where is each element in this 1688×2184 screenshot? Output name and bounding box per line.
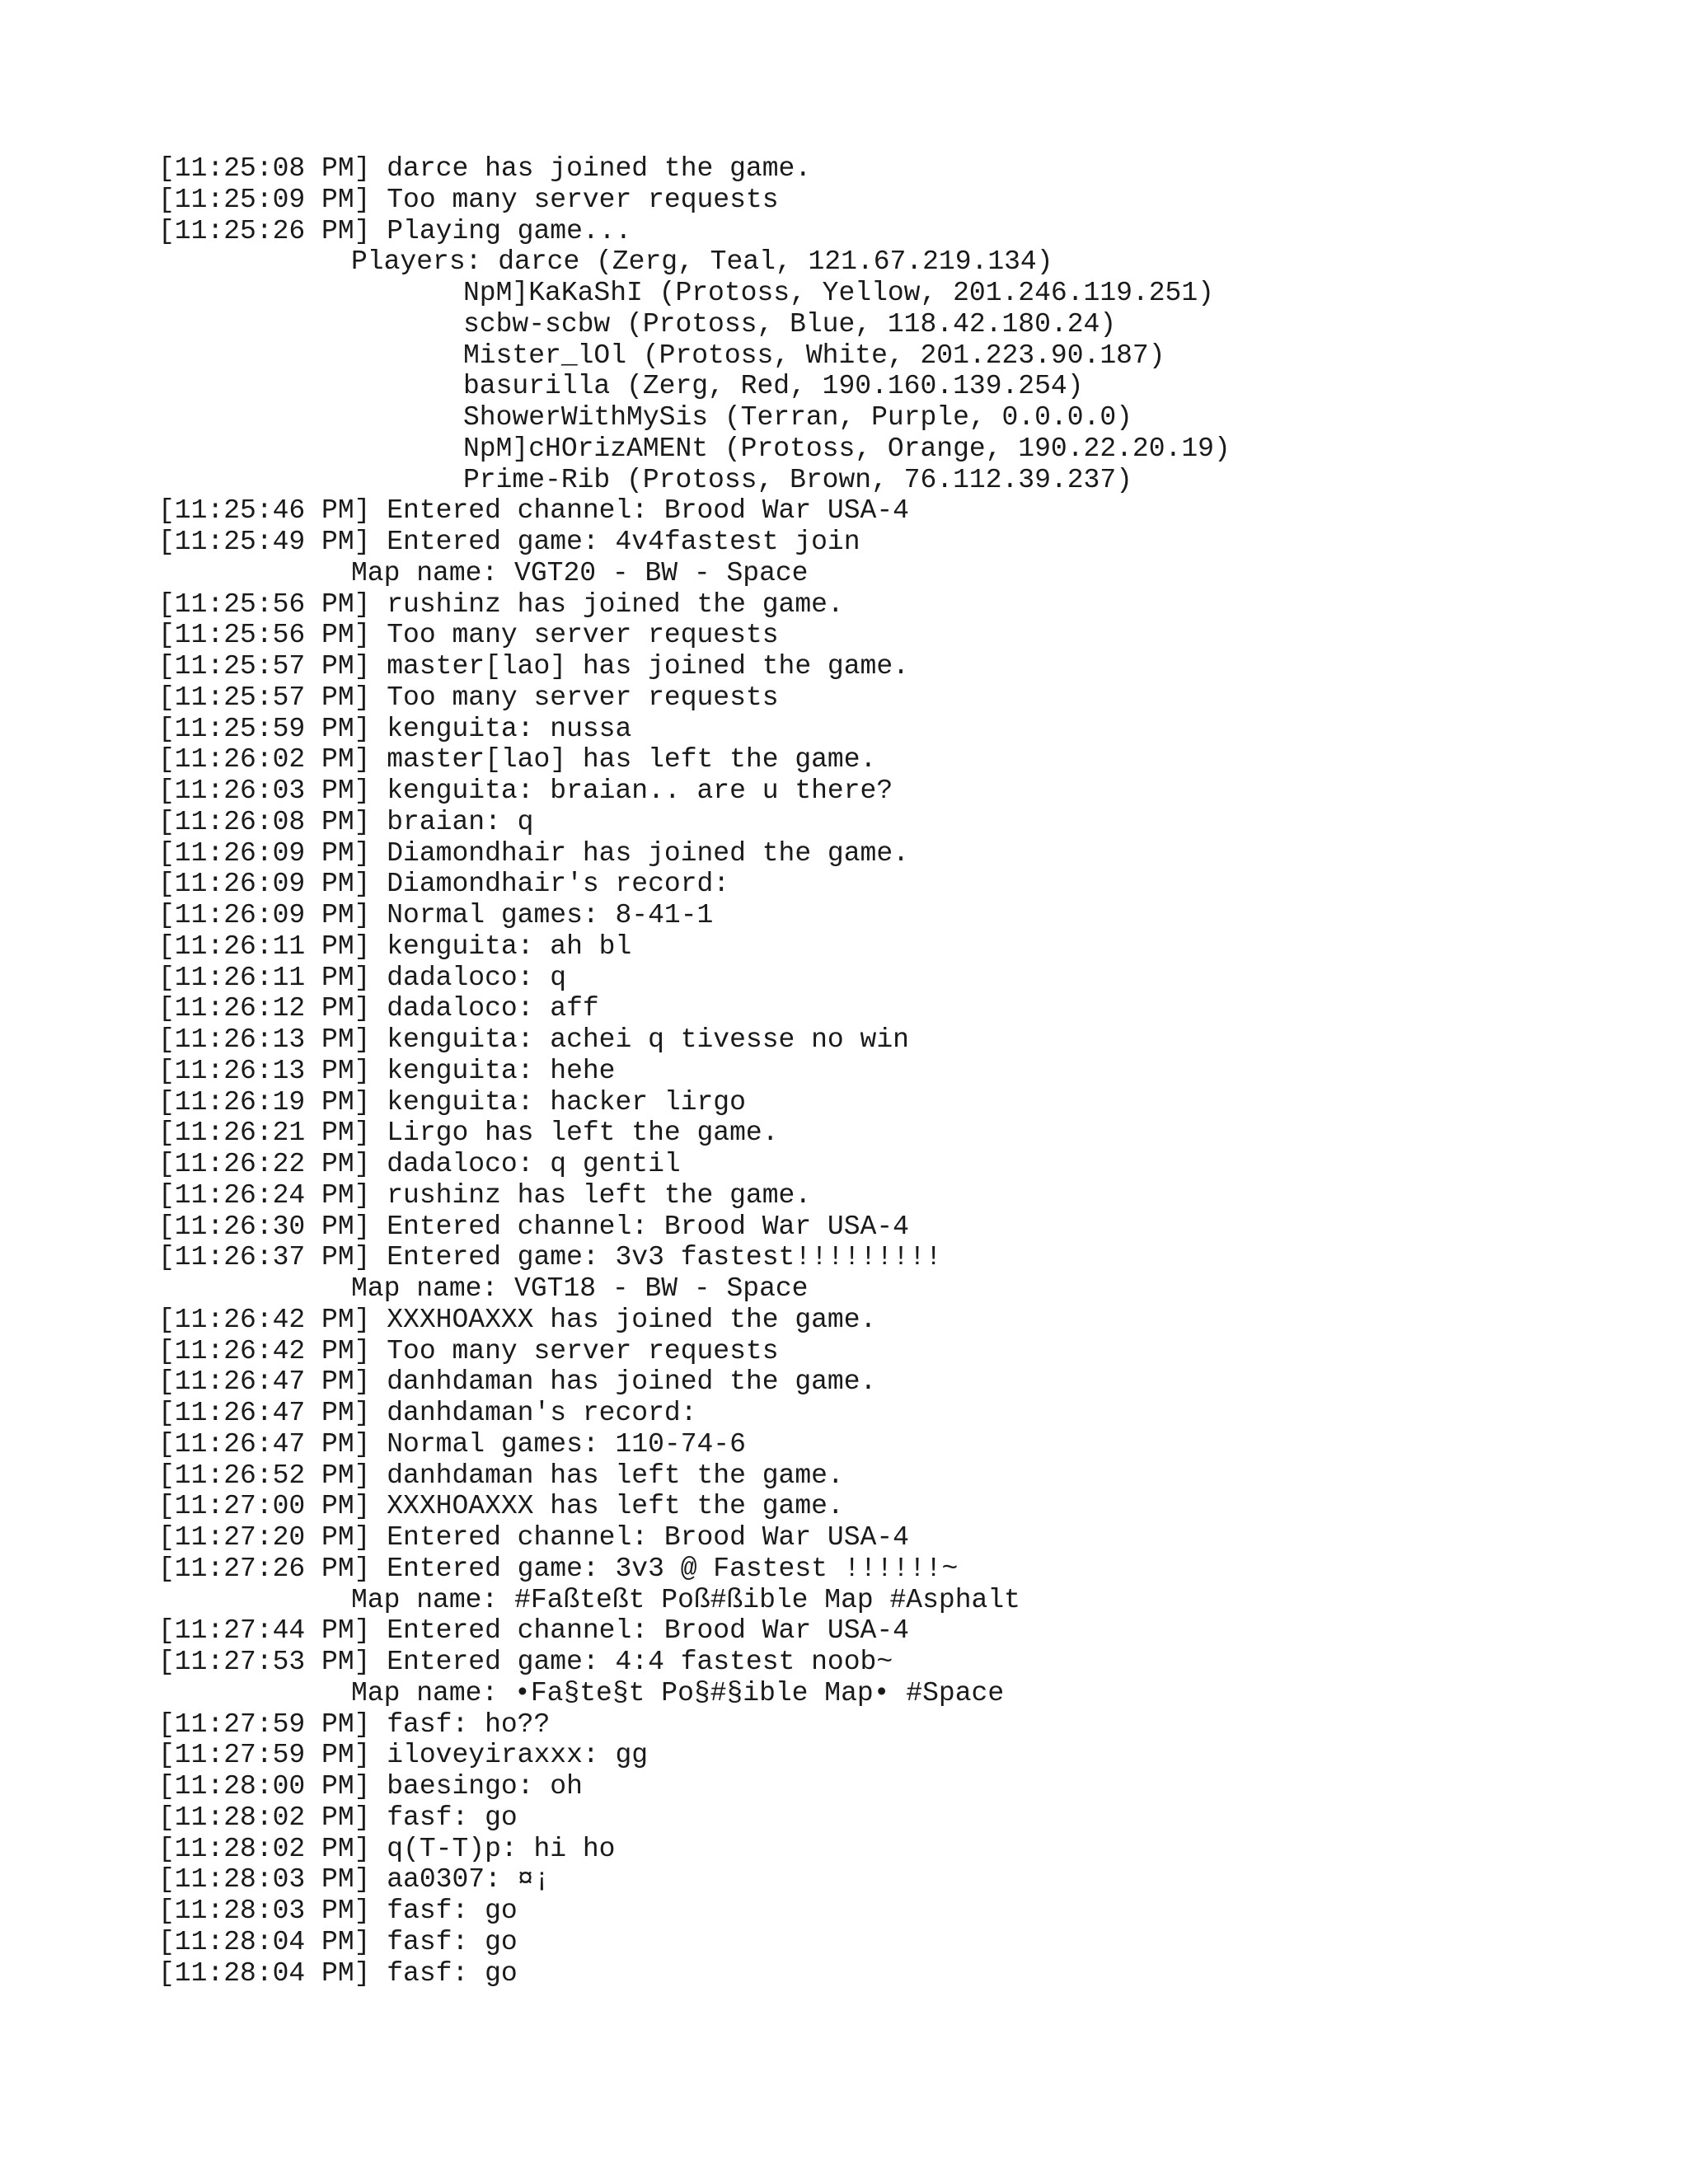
log-line: [11:26:11 PM] dadaloco: q [158,962,567,993]
log-line: [11:26:47 PM] danhdaman has joined the game. [158,1366,877,1398]
log-line: [11:28:03 PM] fasf: go [158,1896,518,1926]
log-line: [11:27:53 PM] Entered game: 4:4 fastest noob~ [158,1647,893,1677]
log-line: [11:26:03 PM] kenguita: braian.. are u there? [158,776,893,806]
log-line: [11:28:04 PM] fasf: go [158,1957,518,1989]
log-line: [11:26:11 PM] kenguita: ah bl [158,930,632,962]
log-line: [11:28:00 PM] baesingo: oh [158,1771,583,1802]
log-line: [11:27:59 PM] iloveyiraxxx: gg [158,1740,649,1771]
log-line: [11:25:09 PM] Too many server requests [158,184,779,215]
log-line: [11:26:42 PM] XXXHOAXXX has joined the game. [158,1304,877,1335]
log-line: [11:26:42 PM] Too many server requests [158,1335,779,1366]
log-line: [11:26:47 PM] danhdaman's record: [158,1398,697,1428]
log-line: [11:26:13 PM] kenguita: hehe [158,1055,616,1086]
log-line: [11:25:08 PM] darce has joined the game. [158,153,812,184]
log-line: Map name: •Fa§te§t Po§#§ible Map• #Space [351,1677,1005,1708]
log-line: [11:27:44 PM] Entered channel: Brood War USA-4 [158,1615,909,1647]
log-line: ShowerWithMySis (Terran, Purple, 0.0.0.0) [463,402,1132,433]
log-line: [11:26:24 PM] rushinz has left the game. [158,1179,812,1211]
log-line: [11:26:30 PM] Entered channel: Brood War USA-4 [158,1211,909,1242]
log-line: [11:26:09 PM] Diamondhair has joined the game. [158,837,909,869]
log-line: [11:26:02 PM] master[lao] has left the game. [158,744,877,776]
log-line: [11:27:20 PM] Entered channel: Brood War USA-4 [158,1522,909,1553]
log-line: [11:25:49 PM] Entered game: 4v4fastest join [158,527,860,557]
log-line: [11:28:04 PM] fasf: go [158,1926,518,1957]
log-line: Players: darce (Zerg, Teal, 121.67.219.134) [351,246,1053,278]
log-line: Map name: VGT20 - BW - Space [351,557,809,588]
log-line: [11:26:37 PM] Entered game: 3v3 fastest!!!!!!!!! [158,1242,942,1273]
log-line: [11:28:02 PM] fasf: go [158,1802,518,1833]
log-line: [11:26:08 PM] braian: q [158,806,534,837]
log-line: Prime-Rib (Protoss, Brown, 76.112.39.237) [463,464,1132,495]
log-line: [11:25:56 PM] Too many server requests [158,620,779,651]
log-line: [11:26:52 PM] danhdaman has left the game. [158,1460,844,1491]
log-line: Map name: VGT18 - BW - Space [351,1273,809,1304]
log-line: [11:26:19 PM] kenguita: hacker lirgo [158,1086,746,1118]
log-line: [11:27:26 PM] Entered game: 3v3 @ Fastest !!!!!!~ [158,1553,959,1584]
log-line: [11:25:56 PM] rushinz has joined the game. [158,588,844,620]
log-line: [11:25:46 PM] Entered channel: Brood War USA-4 [158,495,909,527]
log-line: [11:26:21 PM] Lirgo has left the game. [158,1118,779,1149]
log-line: NpM]KaKaShI (Protoss, Yellow, 201.246.119.251) [463,278,1214,308]
log-line: Mister_lOl (Protoss, White, 201.223.90.187) [463,340,1165,371]
log-line: [11:26:12 PM] dadaloco: aff [158,993,599,1024]
log-line: scbw-scbw (Protoss, Blue, 118.42.180.24) [463,308,1117,340]
log-line: [11:25:59 PM] kenguita: nussa [158,713,632,744]
log-line: [11:28:03 PM] aa0307: ¤¡ [158,1864,551,1896]
log-line: NpM]cHOrizAMENt (Protoss, Orange, 190.22.20.19) [463,433,1231,464]
log-line: [11:26:22 PM] dadaloco: q gentil [158,1149,681,1179]
chat-log [158,153,1231,1989]
log-line: [11:26:09 PM] Normal games: 8-41-1 [158,900,714,930]
log-line: [11:27:00 PM] XXXHOAXXX has left the game. [158,1491,844,1522]
log-line: [11:25:57 PM] master[lao] has joined the game. [158,651,909,682]
log-line: [11:25:57 PM] Too many server requests [158,682,779,713]
log-line: [11:26:13 PM] kenguita: achei q tivesse no win [158,1024,909,1055]
log-line: [11:26:47 PM] Normal games: 110-74-6 [158,1428,746,1460]
log-line: basurilla (Zerg, Red, 190.160.139.254) [463,371,1084,402]
log-line: Map name: #Faßteßt Poß#ßible Map #Asphalt [351,1584,1020,1615]
log-line: [11:28:02 PM] q(T-T)p: hi ho [158,1833,616,1864]
log-line: [11:26:09 PM] Diamondhair's record: [158,869,730,900]
log-line: [11:27:59 PM] fasf: ho?? [158,1708,551,1740]
log-line: [11:25:26 PM] Playing game... [158,215,632,246]
